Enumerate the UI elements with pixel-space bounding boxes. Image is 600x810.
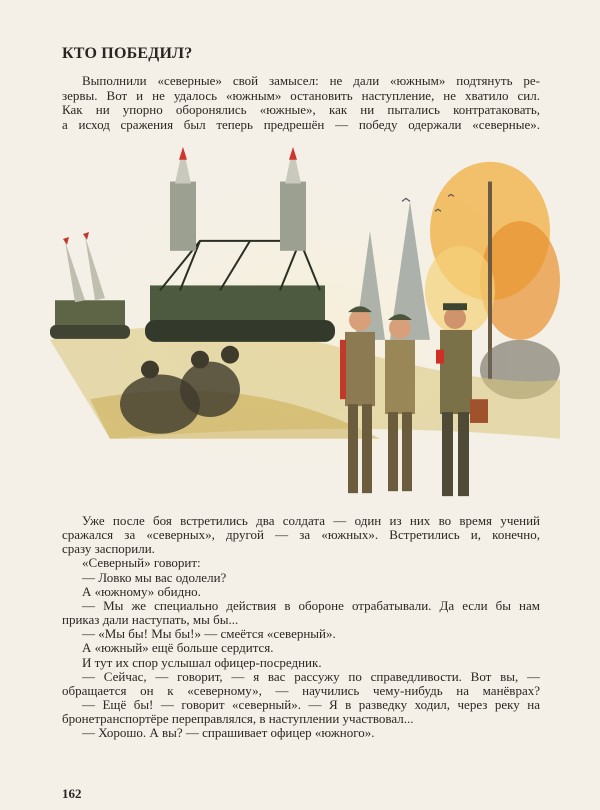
text-line: «Северный» говорит: xyxy=(82,555,201,571)
text-line: Как ни упорно оборонялись «южные», как ни пытались контратаковать, xyxy=(62,102,540,118)
intro-paragraph xyxy=(62,74,540,132)
page-number: 162 xyxy=(62,786,82,801)
text-line: сражался за «северных», другой — за «южных». Встретились и, конечно, xyxy=(62,527,540,543)
text-line: Выполнили «северные» свой замысел: не дали «южным» подтянуть ре- xyxy=(82,73,540,88)
text-line: — «Мы бы! Мы бы!» — смеётся «северный». xyxy=(82,626,336,642)
story-text xyxy=(62,514,540,741)
chapter-title: КТО ПОБЕДИЛ? xyxy=(62,45,193,62)
text-line: Уже после боя встретились два солдата — один из них во время учений xyxy=(82,513,540,528)
text-line: А «южный» ещё больше сердится. xyxy=(82,640,274,656)
text-line: — Ещё бы! — говорит «северный». — Я в разведку ходил, через реку на xyxy=(82,697,540,713)
text-line: обращается он к «северному», — научились чему-нибудь на манёврах? xyxy=(62,682,540,698)
text-line: И тут их спор услышал офицер-посредник. xyxy=(82,654,322,670)
text-line: — Сейчас, — говорит, — я вас рассужу по справедливости. Вот вы, — xyxy=(82,668,540,684)
text-line: — Ловко мы вас одолели? xyxy=(82,569,227,585)
text-line: сразу заспорили. xyxy=(62,541,155,557)
text-line: — Хорошо. А вы? — спрашивает офицер «южного». xyxy=(82,725,375,741)
text-line: а исход сражения был теперь предрешён — победу одержали «северные». xyxy=(62,116,540,132)
text-line: зервы. Вот и не удалось «южным» остановить наступление, не хватило сил. xyxy=(62,87,540,103)
text-line: — Мы же специально действия в обороне отрабатывали. Да если бы нам xyxy=(82,597,540,613)
text-line: приказ дали наступать, мы бы... xyxy=(62,612,239,628)
illustration-missile-launchers-and-soldiers xyxy=(50,142,560,508)
text-line: А «южному» обидно. xyxy=(82,583,201,599)
text-line: бронетранспортёре переправлялся, в наступлении участвовал... xyxy=(62,711,414,727)
